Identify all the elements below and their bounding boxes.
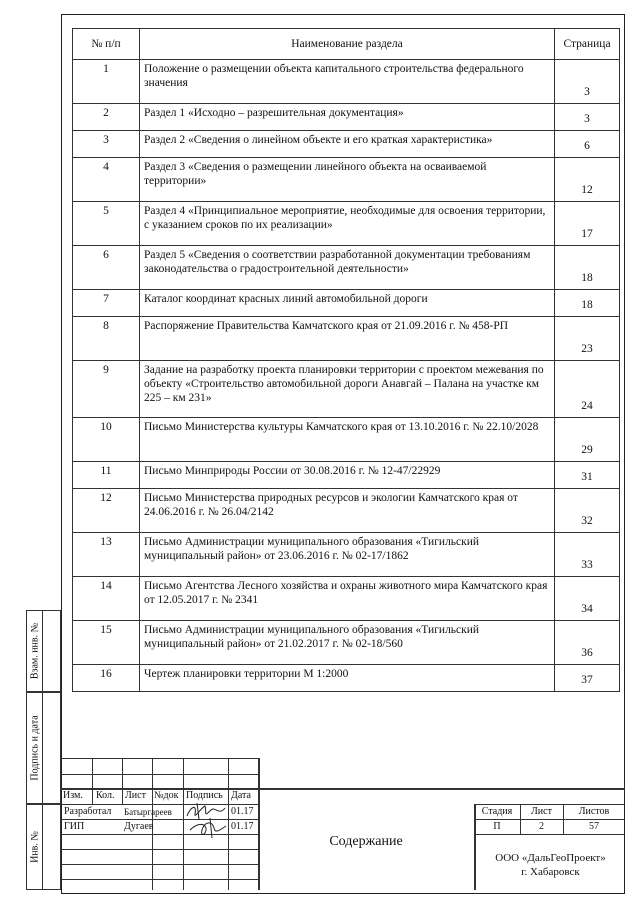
header-name: Наименование раздела — [140, 29, 555, 60]
sheets-value: 57 — [589, 821, 599, 832]
row-page: 29 — [555, 418, 620, 462]
developer-role: Разработал — [64, 806, 112, 817]
table-row — [73, 104, 620, 131]
row-page: 34 — [555, 577, 620, 621]
stamp-col-list: Лист — [125, 790, 146, 801]
table-row — [73, 202, 620, 246]
sheet-label: Лист — [531, 806, 552, 817]
row-page: 31 — [555, 462, 620, 489]
table-row — [73, 60, 620, 104]
table-row — [73, 246, 620, 290]
row-page: 18 — [555, 246, 620, 290]
row-number: 12 — [73, 489, 140, 533]
row-number: 1 — [73, 60, 140, 104]
row-page: 23 — [555, 317, 620, 361]
table-header-row — [73, 29, 620, 60]
row-page: 18 — [555, 290, 620, 317]
row-section-name: Раздел 1 «Исходно – разрешительная документация» — [140, 104, 555, 131]
side-strip-inv — [26, 804, 61, 890]
developer-name: Батыргареев — [124, 807, 172, 817]
document-title: Содержание — [329, 834, 403, 849]
stamp-col-podpis: Подпись — [186, 790, 223, 801]
row-page: 6 — [555, 131, 620, 158]
row-number: 6 — [73, 246, 140, 290]
table-row — [73, 418, 620, 462]
row-section-name: Задание на разработку проекта планировки территории с проектом межевания по объекту «Строительство автомобильной дороги Анавгай – Палана на участке км 225 – км 231» — [140, 361, 555, 418]
row-page: 3 — [555, 60, 620, 104]
row-section-name: Чертеж планировки территории М 1:2000 — [140, 665, 555, 692]
row-section-name: Письмо Администрации муниципального образования «Тигильский муниципальный район» от 21.02.2017 г. № 02-18/560 — [140, 621, 555, 665]
table-row — [73, 489, 620, 533]
table-row — [73, 290, 620, 317]
gip-name: Дугаев — [124, 821, 154, 832]
row-section-name: Распоряжение Правительства Камчатского края от 21.09.2016 г. № 458-РП — [140, 317, 555, 361]
row-section-name: Письмо Администрации муниципального образования «Тигильский муниципальный район» от 23.06.2016 г. № 02-17/1862 — [140, 533, 555, 577]
stamp-col-izm: Изм. — [63, 790, 83, 801]
side-label-inv: Инв. № — [29, 831, 40, 863]
stage-value: П — [493, 821, 501, 832]
row-section-name: Положение о размещении объекта капитального строительства федерального значения — [140, 60, 555, 104]
row-section-name: Письмо Министерства природных ресурсов и экологии Камчатского края от 24.06.2016 г. № 26.04/2142 — [140, 489, 555, 533]
row-section-name: Письмо Министерства культуры Камчатского края от 13.10.2016 г. № 22.10/2028 — [140, 418, 555, 462]
row-number: 14 — [73, 577, 140, 621]
row-section-name: Письмо Минприроды России от 30.08.2016 г. № 12-47/22929 — [140, 462, 555, 489]
row-number: 11 — [73, 462, 140, 489]
sheets-label: Листов — [578, 806, 610, 817]
stamp-col-data: Дата — [231, 790, 251, 801]
contents-table — [72, 28, 620, 692]
side-label-vzam: Взам. инв. № — [29, 622, 40, 680]
stamp-col-ndok: №док — [154, 790, 179, 801]
side-label-podpis: Подпись и дата — [29, 715, 40, 781]
row-number: 16 — [73, 665, 140, 692]
row-section-name: Раздел 2 «Сведения о линейном объекте и его краткая характеристика» — [140, 131, 555, 158]
row-number: 4 — [73, 158, 140, 202]
row-number: 13 — [73, 533, 140, 577]
row-number: 7 — [73, 290, 140, 317]
table-row — [73, 665, 620, 692]
table-row — [73, 317, 620, 361]
organization-name: ООО «ДальГеоПроект» — [495, 852, 606, 864]
row-page: 37 — [555, 665, 620, 692]
table-row — [73, 131, 620, 158]
table-row — [73, 158, 620, 202]
row-section-name: Каталог координат красных линий автомобильной дороги — [140, 290, 555, 317]
row-section-name: Письмо Агентства Лесного хозяйства и охраны животного мира Камчатского края от 12.05.2017 г. № 2341 — [140, 577, 555, 621]
row-number: 5 — [73, 202, 140, 246]
gip-signature — [186, 816, 232, 840]
gip-date: 01.17 — [231, 821, 254, 832]
row-page: 12 — [555, 158, 620, 202]
row-section-name: Раздел 5 «Сведения о соответствии разработанной документации требованиям законодательства о градостроительной деятельности» — [140, 246, 555, 290]
row-page: 17 — [555, 202, 620, 246]
header-page: Страница — [555, 29, 620, 60]
table-row — [73, 361, 620, 418]
developer-date: 01.17 — [231, 806, 254, 817]
row-page: 36 — [555, 621, 620, 665]
row-number: 9 — [73, 361, 140, 418]
row-page: 33 — [555, 533, 620, 577]
table-row — [73, 621, 620, 665]
row-page: 32 — [555, 489, 620, 533]
stamp-col-kol: Кол. — [96, 790, 115, 801]
header-num: № п/п — [73, 29, 140, 60]
sheet-value: 2 — [539, 821, 544, 832]
side-strip-podpis — [26, 692, 61, 804]
row-page: 24 — [555, 361, 620, 418]
row-number: 3 — [73, 131, 140, 158]
gip-role: ГИП — [64, 821, 85, 832]
row-page: 3 — [555, 104, 620, 131]
row-section-name: Раздел 4 «Принципиальное мероприятие, необходимые для освоения территории, с указанием сроков по их реализации» — [140, 202, 555, 246]
row-number: 15 — [73, 621, 140, 665]
table-row — [73, 577, 620, 621]
stage-label: Стадия — [481, 806, 513, 817]
row-number: 8 — [73, 317, 140, 361]
row-section-name: Раздел 3 «Сведения о размещении линейного объекта на осваиваемой территории» — [140, 158, 555, 202]
side-strip-vzam — [26, 610, 61, 692]
organization-city: г. Хабаровск — [521, 866, 580, 878]
table-row — [73, 462, 620, 489]
row-number: 2 — [73, 104, 140, 131]
table-row — [73, 533, 620, 577]
row-number: 10 — [73, 418, 140, 462]
